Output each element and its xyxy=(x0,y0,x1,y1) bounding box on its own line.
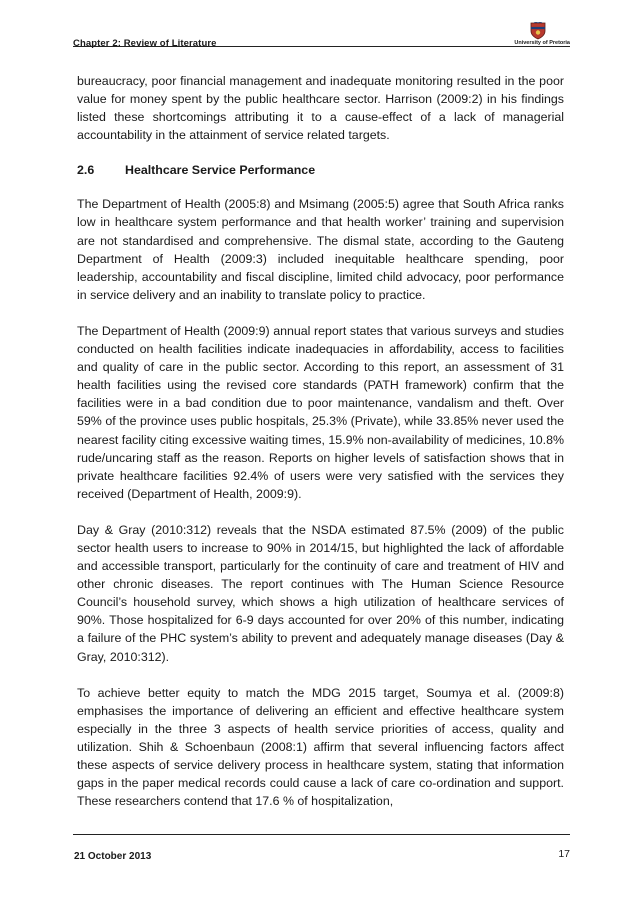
footer-date: 21 October 2013 xyxy=(74,851,152,862)
page-number: 17 xyxy=(558,848,570,860)
body-paragraph: To achieve better equity to match the MDG 2015 target, Soumya et al. (2009:8) emphasises the importance of delivering an efficient and effective healthcare system especially in the three 3 aspects of health service priorities of access, quality and utilization. Shih & Schoenbaun (2008:1) affirm that several influencing factors affect these aspects of service delivery process in healthcare system, stating that information gaps in the paper medical records could cause a lack of care co-ordination and support. These researchers contend that 17.6 % of hospitalization, xyxy=(77,685,564,809)
footer-divider xyxy=(73,834,570,835)
university-name: University of Pretoria xyxy=(514,40,570,46)
intro-paragraph: bureaucracy, poor financial management and inadequate monitoring resulted in the poor value for money spent by the public healthcare sector. Harrison (2009:2) in his findings listed these shortcomings attributing it to a cause-effect of a lack of managerial accountability in the attainment of service related targets. xyxy=(77,74,564,143)
body-paragraph: Day & Gray (2010:312) reveals that the NSDA estimated 87.5% (2009) of the public sector health users to increase to 90% in 2014/15, but highlighted the lack of affordable and accessible transport, particularly for the continuity of care and treatment of HIV and other chronic diseases. The report continues with The Human Science Resource Council’s household survey, which shows a high utilization of healthcare services of 90%. Those hospitalized for 6-9 days accounted for over 20% of this number, indicating a failure of the PHC system’s ability to prevent and adequately manage diseases (Day & Gray, 2010:312). xyxy=(77,522,564,664)
university-crest-icon xyxy=(530,22,546,40)
header-divider xyxy=(73,46,570,47)
body-paragraph: The Department of Health (2009:9) annual report states that various surveys and studies conducted on health facilities indicate inadequacies in affordability, access to facilities and quality of care in the public sector. According to this report, an assessment of 31 health facilities using the revised core standards (PATH framework) confirm that the facilities were in a bad condition due to poor maintenance, vandalism and theft. Over 59% of the province uses public hospitals, 25.3% (Private), while 33.85% never used the nearest facility citing excessive waiting times, 15.9% non-availability of medicines, 10.8% rude/uncaring staff as the reason. Reports on higher levels of satisfaction shows that in private healthcare facilities 92.4% of users were very satisfied with the services they received (Department of Health, 2009:9). xyxy=(77,323,564,501)
chapter-title: Chapter 2: Review of Literature xyxy=(73,38,217,49)
section-title: Healthcare Service Performance xyxy=(125,163,316,178)
section-heading xyxy=(77,161,564,179)
page-header xyxy=(73,22,570,48)
university-logo xyxy=(506,22,570,48)
body-paragraph: The Department of Health (2005:8) and Msimang (2005:5) agree that South Africa ranks low in healthcare system performance and that health worker’ training and supervision are not standardised and comprehensive. The dismal state, according to the Gauteng Department of Health (2009:3) included inequitable healthcare spending, poor leadership, accountability and fiscal discipline, limited child advocacy, poor performance in service delivery and an inability to translate policy to practice. xyxy=(77,197,564,302)
section-number: 2.6 xyxy=(77,163,95,178)
page-body xyxy=(77,72,564,810)
